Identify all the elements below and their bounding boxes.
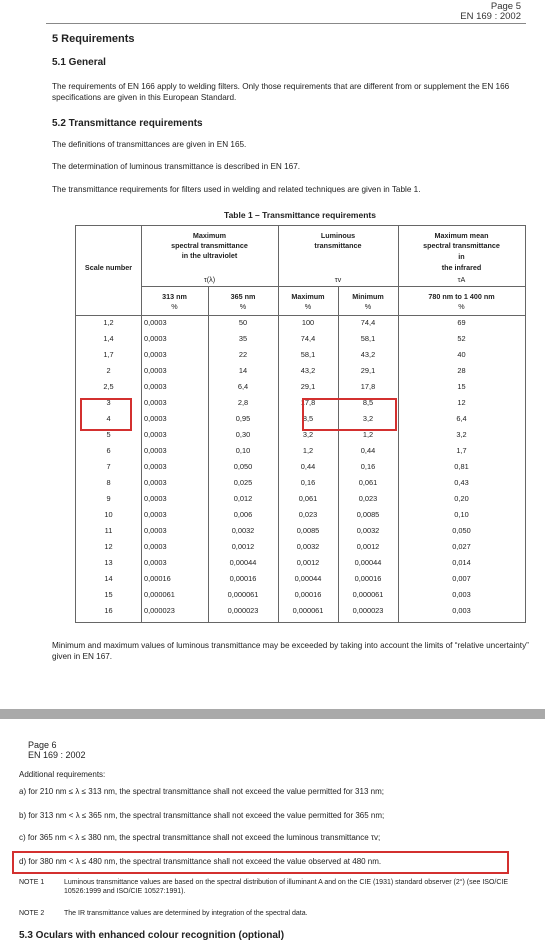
cell-scale: 8 bbox=[106, 478, 111, 487]
paragraph-general: The requirements of EN 166 apply to welding filters. Only those requirements that are different from or supplement the EN 166 specifications are given in this European Standard. bbox=[52, 82, 510, 102]
header-ir-range-unit: % bbox=[458, 302, 465, 311]
note2-label: NOTE 2 bbox=[19, 910, 45, 917]
cell-lum-min: 0,16 bbox=[360, 462, 376, 471]
cell-uv313: 0,000061 bbox=[144, 590, 175, 599]
cell-lum-min: 17,8 bbox=[360, 382, 376, 391]
highlight-scale-3-4 bbox=[80, 398, 132, 431]
cell-uv365: 22 bbox=[238, 350, 248, 359]
cell-lum-max: 43,2 bbox=[300, 366, 316, 375]
header-313nm-unit: % bbox=[171, 302, 178, 311]
paragraph-table-ref: The transmittance requirements for filters used in welding and related techniques are given in Table 1. bbox=[52, 185, 421, 194]
cell-uv365: 2,8 bbox=[237, 398, 249, 407]
cell-lum-max: 0,00044 bbox=[294, 574, 322, 583]
header-rule bbox=[46, 23, 526, 24]
note2-text: The IR transmittance values are determined by integration of the spectral data. bbox=[64, 910, 308, 917]
header-minimum-unit: % bbox=[364, 302, 372, 311]
paragraph-after-table: Minimum and maximum values of luminous transmittance may be exceeded by taking into account the limits of “relative uncertainty” given in EN 167. bbox=[52, 641, 529, 661]
cell-scale: 10 bbox=[104, 510, 113, 519]
additional-requirements-label: Additional requirements: bbox=[19, 770, 106, 779]
header-ir-line4: the infrared bbox=[441, 263, 482, 272]
page-number: Page 5 bbox=[490, 1, 521, 12]
cell-lum-max: 100 bbox=[301, 318, 315, 327]
cell-ir: 0,007 bbox=[452, 574, 471, 583]
cell-lum-min: 0,0085 bbox=[356, 510, 380, 519]
header-lum-line1: Luminous bbox=[320, 231, 356, 240]
cell-scale: 12 bbox=[104, 542, 113, 551]
table-caption: Table 1 – Transmittance requirements bbox=[224, 210, 376, 220]
cell-scale: 14 bbox=[104, 574, 113, 583]
cell-uv365: 0,000023 bbox=[227, 606, 259, 615]
cell-scale: 6 bbox=[106, 446, 111, 455]
cell-lum-max: 29,1 bbox=[300, 382, 316, 391]
cell-uv313: 0,0003 bbox=[144, 542, 167, 551]
cell-ir: 40 bbox=[457, 350, 466, 359]
cell-lum-max: 0,000061 bbox=[292, 606, 324, 615]
cell-lum-max: 0,16 bbox=[300, 478, 316, 487]
cell-lum-max: 0,44 bbox=[300, 462, 316, 471]
cell-lum-max: 0,0032 bbox=[296, 542, 320, 551]
cell-lum-min: 8,5 bbox=[362, 398, 374, 407]
cell-ir: 0,003 bbox=[452, 590, 471, 599]
cell-lum-max: 3,2 bbox=[302, 430, 314, 439]
cell-ir: 6,4 bbox=[456, 414, 467, 423]
cell-ir: 12 bbox=[457, 398, 466, 407]
cell-ir: 0,43 bbox=[454, 478, 469, 487]
cell-lum-min: 0,023 bbox=[358, 494, 378, 503]
cell-scale: 11 bbox=[104, 526, 113, 535]
cell-lum-min: 74,4 bbox=[360, 318, 376, 327]
cell-lum-max: 1,2 bbox=[302, 446, 314, 455]
cell-ir: 0,81 bbox=[454, 462, 469, 471]
cell-uv313: 0,0003 bbox=[144, 350, 167, 359]
cell-uv313: 0,0003 bbox=[144, 414, 167, 423]
cell-lum-min: 0,000023 bbox=[352, 606, 384, 615]
cell-uv313: 0,000023 bbox=[144, 606, 175, 615]
requirement-c: c) for 365 nm < λ ≤ 380 nm, the spectral transmittance shall not exceed the luminous transmittance τv; bbox=[19, 833, 381, 842]
cell-uv365: 35 bbox=[238, 334, 248, 343]
cell-scale: 1,7 bbox=[103, 350, 114, 359]
cell-lum-max: 0,00016 bbox=[294, 590, 322, 599]
header-ir-symbol: τA bbox=[457, 275, 466, 284]
cell-lum-min: 29,1 bbox=[360, 366, 376, 375]
paragraph-definitions: The definitions of transmittances are given in EN 165. bbox=[52, 140, 247, 149]
cell-ir: 0,10 bbox=[454, 510, 469, 519]
paragraph-determination: The determination of luminous transmittance is described in EN 167. bbox=[52, 162, 301, 171]
cell-scale: 7 bbox=[106, 462, 111, 471]
standard-id: EN 169 : 2002 bbox=[460, 11, 521, 22]
cell-scale: 15 bbox=[104, 590, 113, 599]
cell-ir: 28 bbox=[457, 366, 466, 375]
cell-ir: 52 bbox=[457, 334, 466, 343]
header-lum-symbol: τv bbox=[334, 275, 342, 284]
cell-lum-min: 0,0032 bbox=[356, 526, 380, 535]
cell-lum-max: 8,5 bbox=[302, 414, 314, 423]
cell-lum-min: 0,00016 bbox=[354, 574, 382, 583]
cell-uv313: 0,0003 bbox=[144, 462, 167, 471]
header-scale-number: Scale number bbox=[84, 263, 133, 272]
cell-lum-min: 0,061 bbox=[358, 478, 378, 487]
header-uv-line1: Maximum bbox=[192, 231, 227, 240]
cell-scale: 1,4 bbox=[103, 334, 114, 343]
cell-uv313: 0,0003 bbox=[144, 318, 167, 327]
header-ir-line3: in bbox=[458, 252, 465, 261]
cell-ir: 15 bbox=[457, 382, 466, 391]
requirement-d: d) for 380 nm < λ ≤ 480 nm, the spectral transmittance shall not exceed the value observed at 480 nm. bbox=[19, 857, 382, 866]
section-title: 5 Requirements bbox=[52, 33, 135, 45]
requirement-b: b) for 313 nm < λ ≤ 365 nm, the spectral transmittance shall not exceed the value permitted for 365 nm; bbox=[19, 811, 385, 820]
cell-uv313: 0,0003 bbox=[144, 510, 167, 519]
subsection-title-general: 5.1 General bbox=[52, 57, 106, 68]
header-lum-line2: transmittance bbox=[314, 241, 362, 250]
cell-scale: 9 bbox=[106, 494, 111, 503]
cell-uv313: 0,0003 bbox=[144, 398, 167, 407]
header-ir-line1: Maximum mean bbox=[434, 231, 489, 240]
header-uv-line2: spectral transmittance bbox=[171, 241, 248, 250]
note1-label: NOTE 1 bbox=[19, 879, 45, 886]
highlight-luminous-3-4 bbox=[302, 398, 397, 431]
cell-scale: 2 bbox=[106, 366, 111, 375]
cell-ir: 1,7 bbox=[456, 446, 467, 455]
cell-ir: 0,014 bbox=[452, 558, 471, 567]
cell-ir: 69 bbox=[457, 318, 466, 327]
cell-uv313: 0,0003 bbox=[144, 446, 167, 455]
cell-uv313: 0,0003 bbox=[144, 526, 167, 535]
header-313nm: 313 nm bbox=[162, 292, 187, 301]
cell-lum-min: 0,00044 bbox=[354, 558, 382, 567]
cell-uv313: 0,00016 bbox=[144, 574, 171, 583]
cell-lum-max: 0,061 bbox=[298, 494, 318, 503]
cell-uv313: 0,0003 bbox=[144, 494, 167, 503]
cell-scale: 2,5 bbox=[103, 382, 114, 391]
cell-lum-max: 0,0085 bbox=[296, 526, 320, 535]
cell-uv313: 0,0003 bbox=[144, 334, 167, 343]
cell-lum-min: 58,1 bbox=[360, 334, 376, 343]
cell-uv365: 0,10 bbox=[235, 446, 251, 455]
cell-lum-max: 0,023 bbox=[298, 510, 318, 519]
cell-uv313: 0,0003 bbox=[144, 366, 167, 375]
page6-standard-id: EN 169 : 2002 bbox=[28, 750, 86, 760]
cell-scale: 5 bbox=[106, 430, 111, 439]
cell-uv365: 0,000061 bbox=[227, 590, 259, 599]
page6-number: Page 6 bbox=[28, 740, 57, 750]
cell-scale: 13 bbox=[104, 558, 113, 567]
requirement-a: a) for 210 nm ≤ λ ≤ 313 nm, the spectral transmittance shall not exceed the value permitted for 313 nm; bbox=[19, 787, 384, 796]
cell-uv365: 0,30 bbox=[235, 430, 251, 439]
cell-uv313: 0,0003 bbox=[144, 558, 167, 567]
header-ir-line2: spectral transmittance bbox=[423, 241, 500, 250]
cell-uv365: 0,025 bbox=[233, 478, 253, 487]
cell-lum-max: 0,0012 bbox=[296, 558, 320, 567]
cell-uv365: 6,4 bbox=[237, 382, 249, 391]
cell-scale: 4 bbox=[106, 414, 111, 423]
cell-uv313: 0,0003 bbox=[144, 478, 167, 487]
cell-uv365: 0,050 bbox=[233, 462, 253, 471]
header-uv-line3: in the ultraviolet bbox=[181, 251, 238, 260]
cell-uv365: 0,006 bbox=[233, 510, 253, 519]
cell-ir: 0,20 bbox=[454, 494, 469, 503]
cell-uv365: 0,00016 bbox=[229, 574, 257, 583]
header-365nm-unit: % bbox=[239, 302, 247, 311]
header-minimum: Minimum bbox=[352, 292, 384, 301]
header-maximum-unit: % bbox=[304, 302, 312, 311]
cell-scale: 1,2 bbox=[103, 318, 114, 327]
cell-uv365: 50 bbox=[238, 318, 248, 327]
note1-text: Luminous transmittance values are based on the spectral distribution of illuminant A and on the CIE (1931) standard observer (2°) (see ISO/CIE 10526:1999 and ISO/CIE 10527:1991). bbox=[64, 879, 509, 895]
cell-uv365: 0,95 bbox=[235, 414, 251, 423]
page-separator bbox=[0, 709, 545, 719]
cell-lum-min: 1,2 bbox=[362, 430, 374, 439]
cell-uv365: 14 bbox=[238, 366, 248, 375]
cell-ir: 0,003 bbox=[452, 606, 471, 615]
next-section-title: 5.3 Oculars with enhanced colour recognition (optional) bbox=[19, 930, 285, 941]
highlight-requirement-d bbox=[12, 851, 509, 874]
subsection-title-transmittance: 5.2 Transmittance requirements bbox=[52, 118, 203, 129]
cell-uv365: 0,0032 bbox=[231, 526, 255, 535]
cell-uv365: 0,00044 bbox=[229, 558, 257, 567]
header-maximum: Maximum bbox=[291, 292, 325, 301]
cell-lum-max: 17,8 bbox=[300, 398, 316, 407]
cell-lum-max: 58,1 bbox=[300, 350, 316, 359]
cell-lum-min: 3,2 bbox=[362, 414, 374, 423]
cell-uv313: 0,0003 bbox=[144, 430, 167, 439]
cell-lum-min: 43,2 bbox=[360, 350, 376, 359]
header-ir-range: 780 nm to 1 400 nm bbox=[428, 292, 495, 301]
header-365nm: 365 nm bbox=[230, 292, 256, 301]
cell-scale: 16 bbox=[104, 606, 113, 615]
header-uv-symbol: τ(λ) bbox=[203, 275, 216, 284]
cell-lum-min: 0,000061 bbox=[352, 590, 384, 599]
cell-uv365: 0,012 bbox=[233, 494, 253, 503]
cell-uv365: 0,0012 bbox=[231, 542, 255, 551]
cell-ir: 0,027 bbox=[452, 542, 471, 551]
cell-lum-min: 0,0012 bbox=[356, 542, 380, 551]
cell-lum-min: 0,44 bbox=[360, 446, 376, 455]
cell-lum-max: 74,4 bbox=[300, 334, 316, 343]
cell-ir: 0,050 bbox=[452, 526, 471, 535]
cell-ir: 3,2 bbox=[456, 430, 467, 439]
cell-scale: 3 bbox=[106, 398, 111, 407]
cell-uv313: 0,0003 bbox=[144, 382, 167, 391]
